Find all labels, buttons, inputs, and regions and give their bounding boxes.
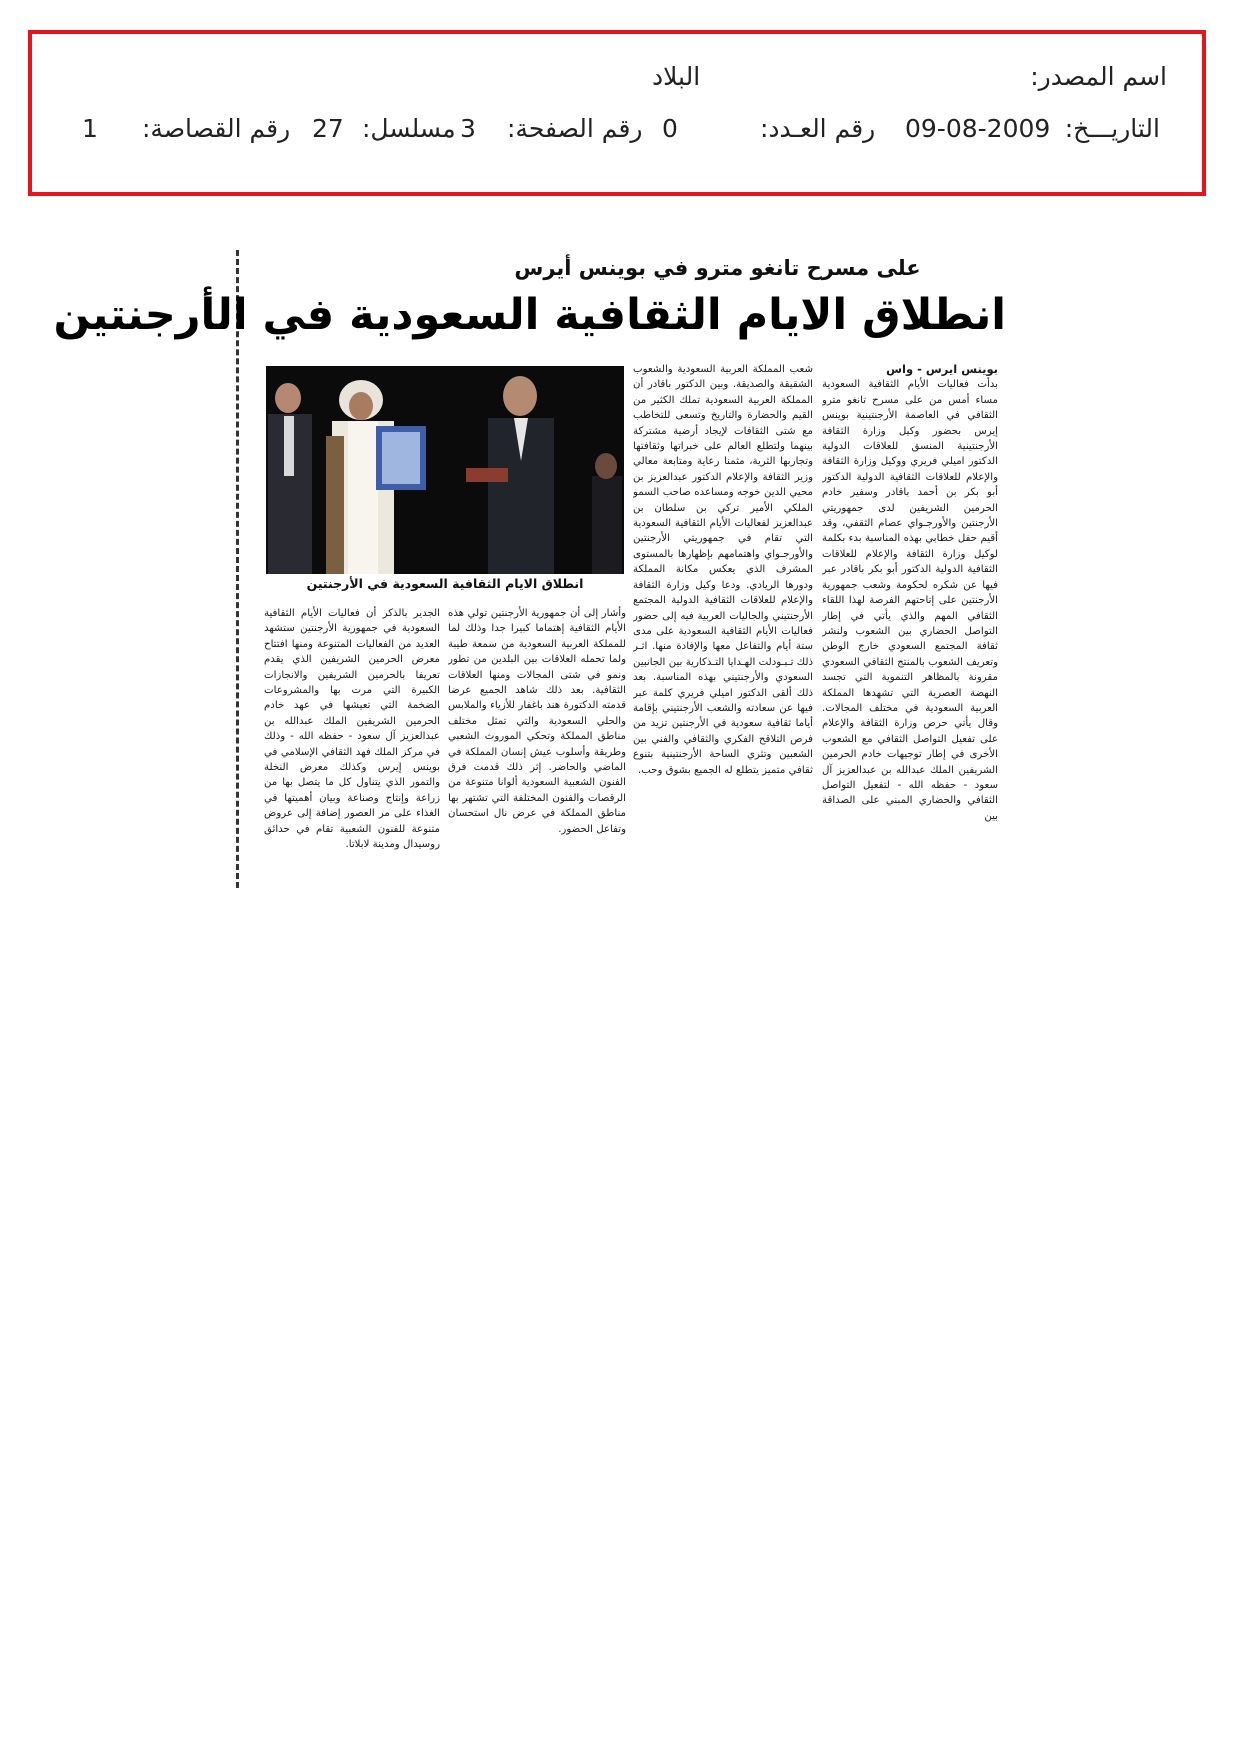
- source-value: البلاد: [652, 62, 701, 91]
- photo-caption: انطلاق الايام الثقافية السعودية في الأرجنتين: [306, 576, 584, 591]
- date-label: التاريـــخ:: [1064, 114, 1160, 143]
- page-value: 3: [460, 114, 476, 143]
- article-column-2: [633, 362, 813, 862]
- article-photo: [266, 366, 624, 574]
- column-4-text: الجدير بالذكر أن فعاليات الأيام الثقافية السعودية في جمهورية الأرجنتين ستشهد العديد من الفعاليات المتنوعة ومنها افتتاح معرض الحرمين الشريفين الذي يقدم تعريفا بالحرمين الشريفين والانجازات الكبيرة التي مرت بها والمشروعات الضخمة التي تعيشها في عهد خادم الحرمين الشريفين الملك عبدالله بن عبدالعزيز آل سعود - حفظه الله - وذلك في مركز الملك فهد الثقافي الإسلامي في بوينس إيرس وكذلك معرض النخلة والتمور الذي يتناول كل ما يتصل بها من زراعة وإنتاج وصناعة وبيان أهميتها في الغذاء على مر العصور إضافة إلى عروض متنوعة للفنون الشعبية تقام في حدائق روسيدال ومدينة لابلاتا.: [264, 608, 440, 851]
- article-column-4: [264, 606, 440, 864]
- article-dateline: بوينس ايرس - واس: [886, 362, 998, 376]
- column-2-text: شعب المملكة العربية السعودية والشعوب الشقيقة والصديقة. وبين الدكتور باقادر أن المملكة العربية السعودية تملك الكثير من القيم والحضارة والتاريخ وتسعى للتخاطب مع شتى الثقافات لإيجاد أرضية مشتركة بينهما ولتطلع العالم على خبراتها وثقافتها وتجاربها الثرية، مثمنا رعاية ومتابعة معالي وزير الثقافة والإعلام الدكتور عبدالعزيز بن محيي الدين خوجه ومساعده صاحب السمو الملكي الأمير تركي بن سلطان بن عبدالعزيز لفعاليات الأيام الثقافية السعودية التي تقام في جمهوريتي الأرجنتين والأورجـواي واهتمامهم بإظهارها بالمستوى المشرف الذي يعكس مكانة المملكة ودورها الريادي. ودعا وكيل وزارة الثقافة والإعلام للعلاقات الثقافية الدولية المجتمع الأرجنتيني والجاليات العربية فيه إلى حضور فعاليات الأيام الثقافية السعودية على مدى ستة أيام والتفاعل معها والإفادة منها. اثـر ذلك تـبـودلت الهـدايا التـذكارية بين الجانبين السعودي والأرجنتيني بهذه المناسبة. بعد ذلك ألقى الدكتور اميلي فريري كلمة عبر فيها عن سعادته والشعب الأرجنتيني بإقامة أياما ثقافية سعودية في الأرجنتين تزيد من فرص التلاقح الفكري والثقافي والفني بين الشعبين وتثري الساحة الأرجنتينية بتنوع ثقافي متميز يتطلع له الجميع بشوق وحب.: [633, 364, 813, 776]
- page-label: رقم الصفحة:: [507, 114, 643, 143]
- serial-value: 27: [312, 114, 344, 143]
- issue-value: 0: [662, 114, 678, 143]
- issue-label: رقم العـدد:: [760, 114, 876, 143]
- article-kicker: على مسرح تانغو مترو في بوينس أيرس: [514, 256, 921, 280]
- article-column-3: [448, 606, 626, 864]
- column-3-text: وأشار إلى أن جمهورية الأرجنتين تولي هذه الأيام الثقافية إهتماما كبيرا جدا وذلك لما للمملكة العربية السعودية من سمعة طيبة ولما تحمله العلاقات بين البلدين من تطور ونمو في شتى المجالات ومنها العلاقات الثقافية. بعد ذلك شاهد الجميع عرضا قدمته الدكتورة هند باغفار للأزياء والملابس والحلي السعودية والتي تمثل مختلف مناطق المملكة وتحكي الموروث الشعبي وطريقة وأسلوب عيش إنسان المملكة في الماضي والحاضر. إثر ذلك قدمت فرق الفنون الشعبية السعودية ألوانا متنوعة من الرقصات والفنون المختلفة التي تشتهر بها مناطق المملكة في عرض نال استحسان وتفاعل الحضور.: [448, 608, 626, 835]
- article-headline: انطلاق الايام الثقافية السعودية في الأرجنتين: [53, 290, 1006, 340]
- date-value: 09-08-2009: [905, 114, 1051, 143]
- ceremony-photo-illustration: [266, 366, 624, 574]
- column-1-text: بدأت فعاليات الأيام الثقافية السعودية مساء أمس من على مسرح تانغو مترو الثقافي في العاصمة الأرجنتينية بوينس إيرس بحضور وكيل وزارة الثقافة الأرجنتينية المنسق للعلاقات الدولية الدكتور اميلي فريري ووكيل وزارة الثقافة والإعلام للعلاقات الثقافية الدولية الدكتور أبو بكر بن أحمد باقادر وسفير خادم الحرمين الشريفين لدى جمهوريتي الأرجنتين والأورجـواي عصام الثقفي، وقد أقيم حفل خطابي بهذه المناسبة بدء بكلمة لوكيل وزارة الثقافة والإعلام للعلاقات الثقافية الدولية الدكتور أبو بكر باقادر عبر فيها عن شكره لحكومة وشعب جمهورية الأرجنتين على إتاحتهم الفرصة لهذا اللقاء الثقافي المهم والذي يأتي في إطار التواصل الحضاري بين الشعوب ولنشر ثقافة المجتمع السعودي خارج الوطن وتعريف الشعوب بالمنتج الثقافي السعودي مقرونة بالمظاهر التنموية التي تجسد النهضة العصرية التي تشهدها المملكة العربية السعودية في مختلف المجالات. وقال يأتي حرص وزارة الثقافة والإعلام على تفعيل التواصل الثقافي مع الشعوب الأخرى في إطار توجيهات خادم الحرمين الشريفين الملك عبدالله بن عبدالعزيز آل سعود - حفظه الله - لتفعيل التواصل الثقافي والحضاري المبني على الصداقة بين: [822, 379, 998, 822]
- article-column-1: [822, 362, 998, 862]
- serial-label: مسلسل:: [362, 114, 456, 143]
- clip-label: رقم القصاصة:: [142, 114, 291, 143]
- source-label: اسم المصدر:: [1030, 62, 1167, 91]
- clip-value: 1: [82, 114, 98, 143]
- clipping-metadata-box: [28, 30, 1206, 196]
